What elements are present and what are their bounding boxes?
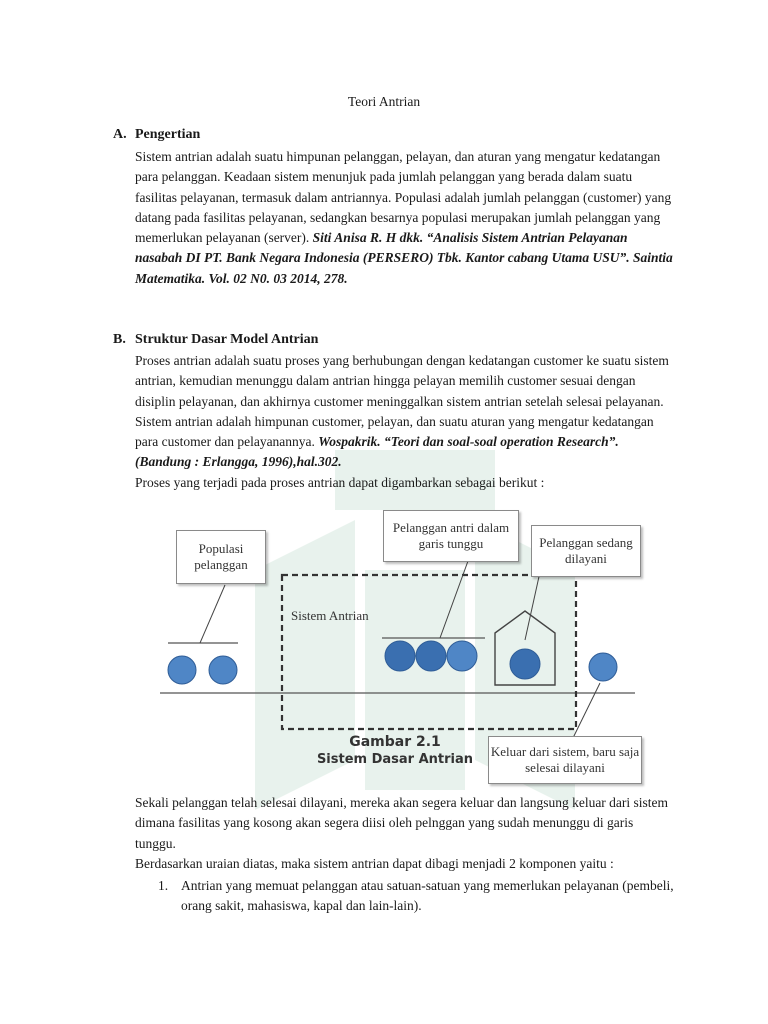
section-b-paragraph: [135, 351, 675, 493]
queue-circle: [385, 641, 415, 671]
section-b-heading: [113, 332, 318, 348]
section-a-citation: Siti Anisa R. H dkk. “Analisis Sistem Antrian Pelayanan nasabah DI PT. Bank Negara Indonesia (PERSERO) Tbk. Kantor cabang Utama USU”. Saintia Matematika. Vol. 02 N0. 03 2014, 278.: [135, 230, 673, 286]
page-title: Teori Antrian: [347, 94, 421, 109]
caption-title: Sistem Dasar Antrian: [316, 752, 474, 767]
list-number: 1.: [158, 878, 169, 893]
label-population: Populasi pelanggan: [176, 530, 266, 584]
customer-circle: [168, 656, 196, 684]
closing-p2: Berdasarkan uraian diatas, maka sistem antrian dapat dibagi menjadi 2 komponen yaitu :: [135, 855, 614, 871]
section-b-letter: B.: [113, 332, 126, 347]
queue-circle: [447, 641, 477, 671]
exit-circle: [589, 653, 617, 681]
section-b-citation: Wospakrik. “Teori dan soal-soal operation Research”. (Bandung : Erlangga, 1996),hal.302.: [135, 434, 619, 470]
section-a-body: Sistem antrian adalah suatu himpunan pelanggan, pelayan, dan aturan yang mengatur kedatangan para pelanggan. Keadaan sistem menunjuk pada jumlah pelanggan yang berada dalam suatu fasilitas pelayanan, termasuk dalam antriannya. Populasi adalah jumlah pelanggan (customer) yang datang pada fasilitas pelayanan, sedangkan besarnya populasi merupakan jumlah pelanggan yang memerlukan pelayanan (server).: [135, 149, 672, 246]
section-b-title: Struktur Dasar Model Antrian: [135, 332, 319, 347]
section-a-heading: [113, 127, 200, 143]
pointer-queue: [440, 561, 468, 638]
list-text: Antrian yang memuat pelanggan atau satuan-satuan yang memerlukan pelayanan (pembeli, orang sakit, mahasiswa, kapal dan lain-lain).: [181, 878, 674, 914]
queue-circle: [416, 641, 446, 671]
pointer-served: [525, 572, 540, 640]
pointer-population: [200, 585, 225, 643]
caption-number: Gambar 2.1: [349, 734, 441, 750]
label-queue: Pelanggan antri dalam garis tunggu: [383, 510, 519, 562]
section-b-body: Proses antrian adalah suatu proses yang berhubungan dengan kedatangan customer ke suatu sistem antrian, kemudian menunggu dalam antrian hingga pelayan memilih customer sesuai dengan disiplin pelayanan, dan akhirnya customer meninggalkan sistem antrian setelah selesai pelayanan. Sistem antrian adalah himpunan customer, pelayan, dan suatu aturan yang mengatur kedatangan para customer dan pelayanannya.: [135, 353, 669, 450]
label-served: Pelanggan sedang dilayani: [531, 525, 641, 577]
section-a-title: Pengertian: [135, 127, 201, 142]
label-exit: Keluar dari sistem, baru saja selesai dilayani: [488, 736, 642, 784]
customer-circle: [209, 656, 237, 684]
queue-diagram: [160, 505, 650, 790]
section-a-letter: A.: [113, 127, 127, 142]
figure-caption: [310, 733, 480, 769]
served-circle: [510, 649, 540, 679]
closing-paragraph: [135, 793, 675, 874]
label-system: Sistem Antrian: [291, 608, 369, 623]
section-a-paragraph: [135, 147, 675, 289]
section-b-after: Proses yang terjadi pada proses antrian dapat digambarkan sebagai berikut :: [135, 474, 545, 490]
closing-p1: Sekali pelanggan telah selesai dilayani, mereka akan segera keluar dan langsung keluar dari sistem dimana fasilitas yang kosong akan segera diisi oleh pelnggan yang sudah menunggu di garis tunggu.: [135, 795, 669, 851]
